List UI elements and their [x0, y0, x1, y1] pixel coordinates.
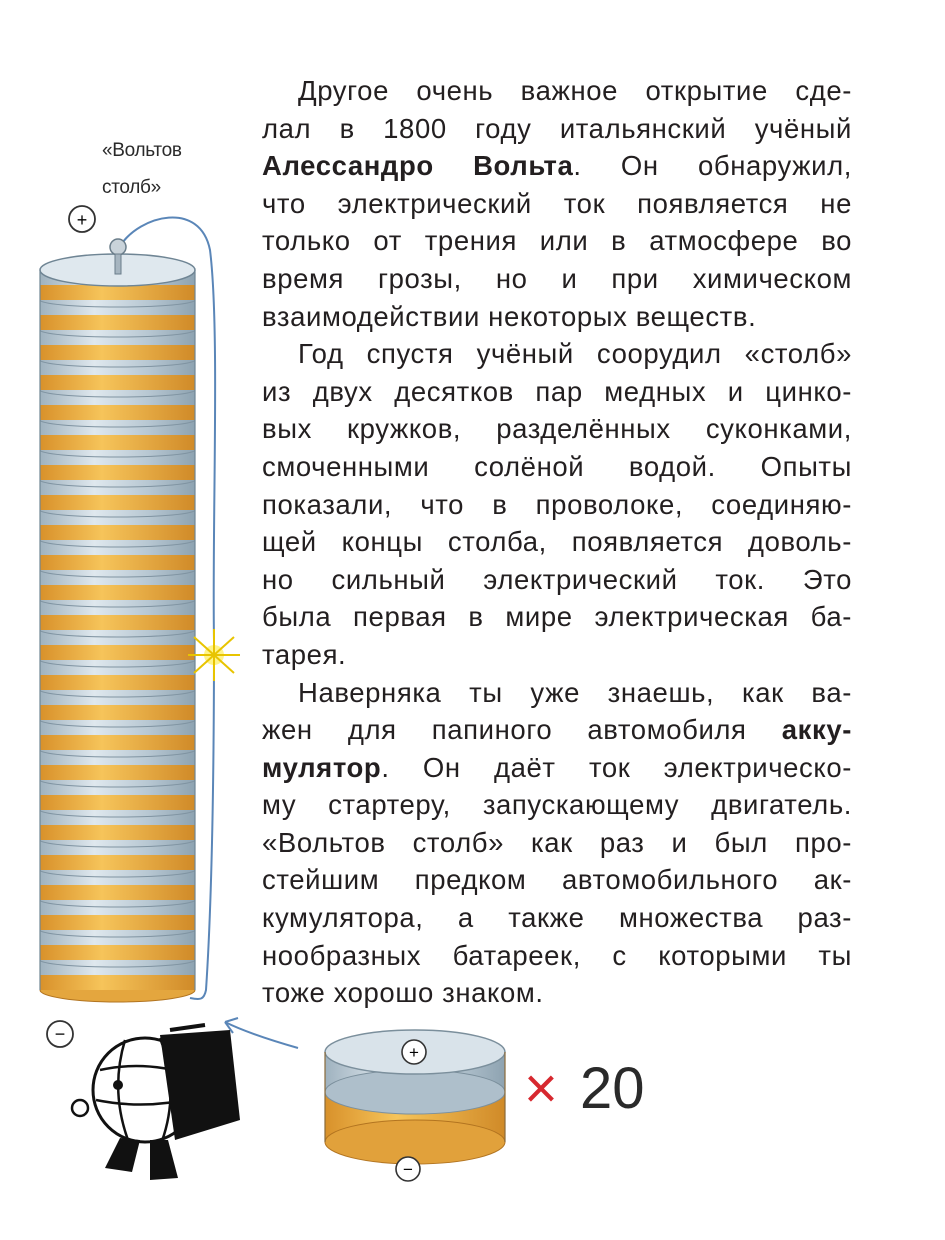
- svg-text:+: +: [409, 1043, 419, 1062]
- svg-text:+: +: [76, 210, 88, 230]
- text-line: показали, что в проволоке, соединяю-: [262, 488, 852, 520]
- text-line: Наверняка ты уже знаешь, как ва-: [298, 676, 852, 708]
- pile-stack: [40, 254, 195, 1002]
- copper-disc: [40, 495, 195, 510]
- text-line: мулятор. Он даёт ток электрическо-: [262, 751, 852, 783]
- text-line: жен для папиного автомобиля акку-: [262, 714, 852, 746]
- term-accumulator-cont: мулятор: [262, 751, 382, 783]
- spark-icon: [188, 629, 240, 681]
- paragraph-2: [262, 335, 852, 673]
- copper-disc: [40, 555, 195, 570]
- caption-line-2: столб»: [102, 177, 161, 198]
- caption-line-1: «Вольтов: [102, 140, 182, 161]
- copper-disc: [40, 795, 195, 810]
- text-line: «Вольтов столб» как раз и был про-: [262, 826, 852, 858]
- copper-disc: [40, 405, 195, 420]
- text-line: му стартеру, запускающему двигатель.: [262, 789, 852, 821]
- copper-disc: [40, 945, 195, 960]
- arrow-icon: [225, 1018, 298, 1048]
- pile-plus-sign: [69, 206, 95, 232]
- scientist-name: Алессандро Вольта: [262, 150, 574, 182]
- cell-minus-sign: [396, 1157, 420, 1181]
- copper-disc: [40, 705, 195, 720]
- text-line: тоже хорошо знаком.: [262, 977, 544, 1009]
- svg-text:−: −: [403, 1160, 413, 1179]
- text-line: кумулятора, а также множества раз-: [262, 902, 852, 934]
- copper-disc: [40, 465, 195, 480]
- body-text: [262, 72, 852, 1012]
- text-line: что электрический ток появляется не: [262, 187, 852, 219]
- text-line: смоченными солёной водой. Опыты: [262, 450, 852, 482]
- copper-disc: [40, 435, 195, 450]
- text-line: Алессандро Вольта. Он обнаружил,: [262, 150, 853, 182]
- text-line: Год спустя учёный соорудил «столб»: [298, 338, 852, 370]
- text-line: была первая в мире электрическая ба-: [262, 601, 852, 633]
- text-line: вых кружков, разделённых суконками,: [262, 413, 852, 445]
- svg-text:−: −: [54, 1024, 66, 1044]
- text-line: только от трения или в атмосфере во: [262, 225, 852, 257]
- cell-plus-sign: [402, 1040, 426, 1064]
- term-accumulator: акку-: [781, 714, 852, 746]
- text-line: но сильный электрический ток. Это: [262, 563, 852, 595]
- text-line: время грозы, но и при химическом: [262, 262, 852, 294]
- copper-disc: [40, 345, 195, 360]
- text-line: взаимодействии некоторых веществ.: [262, 300, 757, 332]
- copper-disc: [40, 615, 195, 630]
- copper-disc: [40, 765, 195, 780]
- globe-character-illustration: [72, 1025, 240, 1180]
- text-line: нообразных батареек, с которыми ты: [262, 939, 852, 971]
- text-line: лал в 1800 году итальянский учёный: [262, 112, 852, 144]
- copper-disc: [40, 885, 195, 900]
- copper-disc: [40, 285, 195, 300]
- copper-disc: [40, 855, 195, 870]
- multiply-sign: ×: [524, 1056, 558, 1121]
- text-line: Другое очень важное открытие сде-: [298, 75, 852, 106]
- text-line: тарея.: [262, 638, 347, 670]
- text-line: стейшим предком автомобильного ак-: [262, 864, 852, 896]
- copper-disc: [40, 645, 195, 660]
- copper-disc: [40, 375, 195, 390]
- text-line: щей концы столба, появляется доволь-: [262, 526, 852, 558]
- copper-disc: [40, 975, 195, 990]
- copper-disc: [40, 915, 195, 930]
- top-terminal-knob: [110, 239, 126, 255]
- paragraph-1: [262, 72, 852, 335]
- copper-disc: [40, 735, 195, 750]
- copper-disc: [40, 315, 195, 330]
- paragraph-3: [262, 674, 852, 1012]
- copper-disc: [40, 585, 195, 600]
- copper-disc: [40, 675, 195, 690]
- text-line: из двух десятков пар медных и цинко-: [262, 375, 852, 407]
- cell-count: 20: [580, 1056, 645, 1121]
- copper-disc: [40, 525, 195, 540]
- copper-disc: [40, 825, 195, 840]
- pile-minus-sign: [47, 1021, 73, 1047]
